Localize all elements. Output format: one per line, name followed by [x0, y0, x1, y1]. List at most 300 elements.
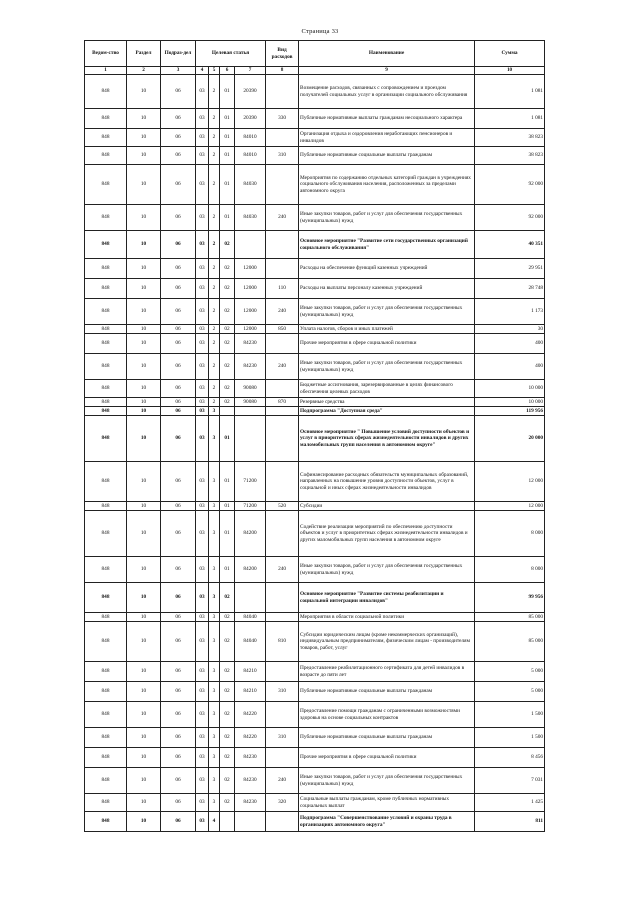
cell-cs-event	[220, 407, 235, 416]
cell-razdel: 10	[127, 129, 161, 147]
cell-cs-direction: 90080	[235, 380, 266, 398]
cell-name: Мероприятия по содержанию отдельных категорий граждан в учреждениях социального обслуживания населения, расположенных за пределами автономного округа	[299, 165, 475, 205]
table-row	[85, 702, 545, 728]
cell-cs-subprogram: 3	[209, 511, 220, 557]
table-row	[85, 205, 545, 231]
cell-cs-program: 03	[196, 748, 209, 768]
cell-name: Иные закупки товаров, работ и услуг для обеспечения государственных (муниципальных) нужд	[299, 557, 475, 583]
cell-cs-subprogram: 3	[209, 728, 220, 748]
header-razdel: Раздел	[127, 41, 161, 67]
cell-cs-subprogram: 2	[209, 325, 220, 334]
cell-expense-type	[266, 259, 299, 279]
cell-ved: 848	[85, 502, 127, 511]
cell-podrazdel: 06	[161, 462, 196, 502]
cell-cs-event	[220, 812, 235, 832]
col-number: 5	[209, 67, 220, 75]
cell-cs-subprogram: 2	[209, 129, 220, 147]
cell-expense-type	[266, 702, 299, 728]
table-row	[85, 682, 545, 702]
cell-podrazdel: 06	[161, 502, 196, 511]
cell-expense-type: 240	[266, 299, 299, 325]
cell-ved: 848	[85, 682, 127, 702]
cell-ved: 848	[85, 109, 127, 129]
cell-cs-direction	[235, 583, 266, 613]
col-number: 6	[220, 67, 235, 75]
cell-sum: 1 081	[475, 75, 545, 109]
cell-expense-type	[266, 231, 299, 259]
cell-ved: 848	[85, 728, 127, 748]
cell-podrazdel: 06	[161, 231, 196, 259]
cell-cs-program: 03	[196, 557, 209, 583]
cell-cs-program: 03	[196, 812, 209, 832]
header-name: Наименование	[299, 41, 475, 67]
cell-razdel: 10	[127, 75, 161, 109]
col-number: 3	[161, 67, 196, 75]
cell-expense-type: 110	[266, 279, 299, 299]
cell-podrazdel: 06	[161, 299, 196, 325]
cell-ved: 848	[85, 334, 127, 354]
cell-ved: 848	[85, 279, 127, 299]
table-row	[85, 325, 545, 334]
cell-expense-type: 240	[266, 354, 299, 380]
cell-ved: 848	[85, 165, 127, 205]
cell-expense-type: 520	[266, 502, 299, 511]
cell-cs-direction: 84210	[235, 662, 266, 682]
cell-ved: 848	[85, 416, 127, 462]
cell-razdel: 10	[127, 768, 161, 794]
cell-cs-event: 02	[220, 748, 235, 768]
cell-razdel: 10	[127, 682, 161, 702]
cell-sum: 40 351	[475, 231, 545, 259]
cell-cs-event: 02	[220, 299, 235, 325]
col-number: 2	[127, 67, 161, 75]
cell-expense-type: 310	[266, 728, 299, 748]
cell-ved: 848	[85, 794, 127, 812]
cell-expense-type	[266, 583, 299, 613]
cell-sum: 1 500	[475, 702, 545, 728]
table-row	[85, 583, 545, 613]
cell-sum: 8 456	[475, 748, 545, 768]
header-podrazdel: Подраз-дел	[161, 41, 196, 67]
cell-podrazdel: 06	[161, 728, 196, 748]
cell-sum: 10 000	[475, 380, 545, 398]
col-number: 1	[85, 67, 127, 75]
cell-podrazdel: 06	[161, 557, 196, 583]
cell-sum: 85 000	[475, 622, 545, 662]
cell-podrazdel: 06	[161, 354, 196, 380]
cell-name: Предоставление реабилитационного сертификата для детей инвалидов в возрасте до пяти лет	[299, 662, 475, 682]
cell-cs-direction	[235, 416, 266, 462]
cell-podrazdel: 06	[161, 622, 196, 662]
cell-cs-program: 03	[196, 583, 209, 613]
cell-name: Субсидии юридическим лицам (кроме некоммерческих организаций), индивидуальным предпринимателям, физическим лицам - производителям товаров, работ, услуг	[299, 622, 475, 662]
cell-cs-event: 02	[220, 768, 235, 794]
cell-sum: 811	[475, 812, 545, 832]
cell-expense-type: 310	[266, 682, 299, 702]
header-expense-type: Вид расходов	[266, 41, 299, 67]
page-number-label: Страница 33	[301, 28, 339, 35]
cell-sum: 1 173	[475, 299, 545, 325]
cell-razdel: 10	[127, 583, 161, 613]
cell-cs-subprogram: 3	[209, 613, 220, 622]
cell-ved: 848	[85, 622, 127, 662]
table-row	[85, 279, 545, 299]
cell-razdel: 10	[127, 748, 161, 768]
cell-cs-program: 03	[196, 622, 209, 662]
cell-name: Публичные нормативные выплаты гражданам несоциального характера	[299, 109, 475, 129]
cell-sum: 400	[475, 334, 545, 354]
cell-podrazdel: 06	[161, 702, 196, 728]
table-row	[85, 334, 545, 354]
cell-razdel: 10	[127, 205, 161, 231]
column-number-row	[85, 67, 545, 75]
cell-sum: 12 000	[475, 462, 545, 502]
cell-cs-subprogram: 3	[209, 416, 220, 462]
cell-cs-event: 01	[220, 462, 235, 502]
cell-podrazdel: 06	[161, 662, 196, 682]
cell-name: Организация отдыха и оздоровления неработающих пенсионеров и инвалидов	[299, 129, 475, 147]
cell-name: Основное мероприятие " Повышение условий доступности объектов и услуг в приоритетных сферах жизнедеятельности инвалидов и других маломобильных групп населения в автономном округе"	[299, 416, 475, 462]
cell-cs-direction: 84220	[235, 728, 266, 748]
cell-cs-subprogram: 2	[209, 398, 220, 407]
cell-sum: 8 000	[475, 511, 545, 557]
cell-razdel: 10	[127, 511, 161, 557]
cell-sum: 30	[475, 325, 545, 334]
cell-cs-event: 02	[220, 622, 235, 662]
cell-ved: 848	[85, 702, 127, 728]
cell-cs-direction: 12000	[235, 325, 266, 334]
cell-cs-program: 03	[196, 279, 209, 299]
cell-cs-subprogram: 2	[209, 279, 220, 299]
cell-expense-type: 870	[266, 398, 299, 407]
cell-cs-subprogram: 2	[209, 75, 220, 109]
cell-name: Иные закупки товаров, работ и услуг для обеспечения государственных (муниципальных) нужд	[299, 205, 475, 231]
cell-cs-program: 03	[196, 407, 209, 416]
cell-cs-program: 03	[196, 231, 209, 259]
cell-expense-type	[266, 165, 299, 205]
cell-cs-program: 03	[196, 129, 209, 147]
cell-podrazdel: 06	[161, 380, 196, 398]
table-row	[85, 299, 545, 325]
cell-razdel: 10	[127, 662, 161, 682]
table-row	[85, 502, 545, 511]
cell-cs-program: 03	[196, 259, 209, 279]
cell-podrazdel: 06	[161, 398, 196, 407]
cell-sum: 8 000	[475, 557, 545, 583]
cell-cs-subprogram: 3	[209, 702, 220, 728]
cell-sum: 92 000	[475, 165, 545, 205]
cell-name: Резервные средства	[299, 398, 475, 407]
cell-cs-program: 03	[196, 165, 209, 205]
cell-cs-subprogram: 3	[209, 557, 220, 583]
cell-razdel: 10	[127, 407, 161, 416]
cell-cs-direction	[235, 231, 266, 259]
cell-cs-event: 02	[220, 325, 235, 334]
cell-expense-type	[266, 407, 299, 416]
cell-ved: 848	[85, 613, 127, 622]
table-row	[85, 748, 545, 768]
cell-cs-subprogram: 2	[209, 380, 220, 398]
cell-ved: 848	[85, 768, 127, 794]
cell-cs-program: 03	[196, 511, 209, 557]
cell-razdel: 10	[127, 325, 161, 334]
cell-cs-subprogram: 3	[209, 407, 220, 416]
cell-razdel: 10	[127, 502, 161, 511]
cell-name: Социальные выплаты гражданам, кроме публичных нормативных социальных выплат	[299, 794, 475, 812]
cell-razdel: 10	[127, 231, 161, 259]
cell-razdel: 10	[127, 702, 161, 728]
cell-podrazdel: 06	[161, 511, 196, 557]
cell-cs-event: 01	[220, 75, 235, 109]
cell-cs-program: 03	[196, 794, 209, 812]
cell-sum: 28 748	[475, 279, 545, 299]
cell-cs-direction: 84040	[235, 622, 266, 662]
cell-sum: 85 000	[475, 613, 545, 622]
cell-cs-subprogram: 3	[209, 662, 220, 682]
cell-podrazdel: 06	[161, 768, 196, 794]
cell-razdel: 10	[127, 613, 161, 622]
cell-cs-direction: 84230	[235, 334, 266, 354]
table-row	[85, 728, 545, 748]
cell-ved: 848	[85, 398, 127, 407]
cell-cs-subprogram: 3	[209, 583, 220, 613]
cell-expense-type	[266, 462, 299, 502]
cell-name: Иные закупки товаров, работ и услуг для обеспечения государственных (муниципальных) нужд	[299, 299, 475, 325]
cell-cs-direction	[235, 407, 266, 416]
cell-cs-program: 03	[196, 147, 209, 165]
cell-sum: 10 000	[475, 398, 545, 407]
cell-cs-direction: 84230	[235, 748, 266, 768]
cell-cs-direction: 84200	[235, 511, 266, 557]
cell-ved: 848	[85, 407, 127, 416]
col-number: 10	[475, 67, 545, 75]
cell-razdel: 10	[127, 462, 161, 502]
cell-name: Иные закупки товаров, работ и услуг для обеспечения государственных (муниципальных) нужд	[299, 354, 475, 380]
cell-cs-program: 03	[196, 702, 209, 728]
cell-ved: 848	[85, 231, 127, 259]
cell-ved: 848	[85, 129, 127, 147]
cell-cs-event: 02	[220, 794, 235, 812]
cell-cs-program: 03	[196, 380, 209, 398]
cell-sum: 1 081	[475, 109, 545, 129]
cell-cs-subprogram: 3	[209, 794, 220, 812]
cell-expense-type	[266, 511, 299, 557]
table-row	[85, 129, 545, 147]
cell-cs-direction: 84030	[235, 165, 266, 205]
cell-sum: 38 823	[475, 129, 545, 147]
cell-name: Субсидии	[299, 502, 475, 511]
cell-name: Иные закупки товаров, работ и услуг для обеспечения государственных (муниципальных) нужд	[299, 768, 475, 794]
cell-expense-type: 240	[266, 768, 299, 794]
cell-razdel: 10	[127, 259, 161, 279]
cell-sum: 119 956	[475, 407, 545, 416]
cell-name: Публичные нормативные социальные выплаты гражданам	[299, 147, 475, 165]
cell-cs-subprogram: 2	[209, 299, 220, 325]
cell-name: Основное мероприятие "Развитие системы реабилитации и социальной интеграции инвалидов"	[299, 583, 475, 613]
cell-sum: 20 000	[475, 416, 545, 462]
cell-cs-program: 03	[196, 613, 209, 622]
cell-cs-program: 03	[196, 325, 209, 334]
cell-cs-direction: 90080	[235, 398, 266, 407]
cell-podrazdel: 06	[161, 583, 196, 613]
cell-cs-event: 01	[220, 205, 235, 231]
cell-cs-subprogram: 3	[209, 502, 220, 511]
cell-razdel: 10	[127, 728, 161, 748]
cell-cs-program: 03	[196, 502, 209, 511]
cell-podrazdel: 06	[161, 407, 196, 416]
cell-name: Подпрограмма "Совершенствование условий и охраны труда в организациях автономного округа"	[299, 812, 475, 832]
cell-name: Прочие мероприятия в сфере социальной политики	[299, 748, 475, 768]
cell-ved: 848	[85, 511, 127, 557]
cell-cs-direction: 12000	[235, 259, 266, 279]
header-row	[85, 41, 545, 67]
cell-cs-subprogram: 2	[209, 205, 220, 231]
cell-sum: 38 823	[475, 147, 545, 165]
cell-sum: 5 000	[475, 682, 545, 702]
table-row	[85, 109, 545, 129]
cell-ved: 848	[85, 75, 127, 109]
cell-cs-subprogram: 2	[209, 334, 220, 354]
cell-sum: 1 500	[475, 728, 545, 748]
cell-name: Мероприятия в области социальной политики	[299, 613, 475, 622]
cell-cs-subprogram: 2	[209, 354, 220, 380]
table-row	[85, 231, 545, 259]
cell-cs-program: 03	[196, 462, 209, 502]
cell-cs-direction: 84220	[235, 702, 266, 728]
cell-expense-type	[266, 613, 299, 622]
cell-podrazdel: 06	[161, 109, 196, 129]
cell-cs-direction: 84010	[235, 147, 266, 165]
cell-cs-direction: 71200	[235, 462, 266, 502]
cell-cs-program: 03	[196, 398, 209, 407]
cell-expense-type: 320	[266, 794, 299, 812]
cell-cs-program: 03	[196, 416, 209, 462]
cell-cs-event: 02	[220, 398, 235, 407]
cell-name: Публичные нормативные социальные выплаты гражданам	[299, 728, 475, 748]
cell-name: Предоставление помощи гражданам с ограниченными возможностями здоровья на основе социальных контрактов	[299, 702, 475, 728]
cell-cs-program: 03	[196, 109, 209, 129]
cell-ved: 848	[85, 462, 127, 502]
cell-cs-event: 02	[220, 583, 235, 613]
table-row	[85, 380, 545, 398]
cell-cs-event: 02	[220, 334, 235, 354]
cell-podrazdel: 06	[161, 334, 196, 354]
cell-cs-program: 03	[196, 768, 209, 794]
cell-cs-subprogram: 3	[209, 768, 220, 794]
cell-podrazdel: 06	[161, 682, 196, 702]
cell-cs-direction: 20390	[235, 75, 266, 109]
table-row	[85, 557, 545, 583]
cell-cs-event: 02	[220, 662, 235, 682]
cell-podrazdel: 06	[161, 325, 196, 334]
table-row	[85, 662, 545, 682]
cell-name: Бюджетные ассигнования, зарезервированные в целях финансового обеспечения целевых расходов	[299, 380, 475, 398]
cell-cs-subprogram: 3	[209, 622, 220, 662]
cell-cs-program: 03	[196, 682, 209, 702]
cell-podrazdel: 06	[161, 613, 196, 622]
cell-cs-direction	[235, 812, 266, 832]
cell-cs-event: 02	[220, 279, 235, 299]
cell-cs-program: 03	[196, 205, 209, 231]
col-number: 7	[235, 67, 266, 75]
cell-podrazdel: 06	[161, 205, 196, 231]
table-row	[85, 812, 545, 832]
cell-cs-direction: 84210	[235, 682, 266, 702]
cell-cs-program: 03	[196, 728, 209, 748]
cell-cs-program: 03	[196, 354, 209, 380]
cell-ved: 848	[85, 299, 127, 325]
cell-cs-event: 01	[220, 109, 235, 129]
header-ved: Ведом-ство	[85, 41, 127, 67]
cell-ved: 848	[85, 205, 127, 231]
cell-cs-direction: 84010	[235, 129, 266, 147]
cell-cs-event: 01	[220, 147, 235, 165]
table-body	[85, 75, 545, 832]
cell-cs-event: 02	[220, 259, 235, 279]
cell-ved: 848	[85, 147, 127, 165]
cell-podrazdel: 06	[161, 748, 196, 768]
cell-podrazdel: 06	[161, 812, 196, 832]
table-row	[85, 511, 545, 557]
cell-podrazdel: 06	[161, 147, 196, 165]
cell-cs-program: 03	[196, 299, 209, 325]
cell-cs-subprogram: 3	[209, 748, 220, 768]
cell-cs-subprogram: 3	[209, 462, 220, 502]
table-row	[85, 75, 545, 109]
table-row	[85, 416, 545, 462]
cell-expense-type: 240	[266, 205, 299, 231]
header-target-article: Целевая статья	[196, 41, 266, 67]
cell-cs-direction: 84230	[235, 354, 266, 380]
cell-expense-type: 310	[266, 147, 299, 165]
cell-name: Основное мероприятие "Развитие сети государственных организаций социального обслуживания"	[299, 231, 475, 259]
cell-cs-subprogram: 2	[209, 165, 220, 205]
cell-ved: 848	[85, 583, 127, 613]
cell-cs-subprogram: 2	[209, 259, 220, 279]
cell-cs-event: 02	[220, 354, 235, 380]
table-row	[85, 147, 545, 165]
cell-razdel: 10	[127, 165, 161, 205]
cell-cs-subprogram: 3	[209, 682, 220, 702]
cell-cs-event: 01	[220, 416, 235, 462]
cell-razdel: 10	[127, 812, 161, 832]
cell-cs-program: 03	[196, 75, 209, 109]
cell-podrazdel: 06	[161, 259, 196, 279]
cell-cs-subprogram: 4	[209, 812, 220, 832]
cell-razdel: 10	[127, 622, 161, 662]
cell-cs-event: 02	[220, 702, 235, 728]
cell-podrazdel: 06	[161, 75, 196, 109]
cell-name: Подпрограмма "Доступная среда"	[299, 407, 475, 416]
cell-cs-direction: 84200	[235, 557, 266, 583]
cell-sum: 92 000	[475, 205, 545, 231]
cell-cs-direction: 84040	[235, 613, 266, 622]
cell-sum: 12 000	[475, 502, 545, 511]
cell-expense-type: 850	[266, 325, 299, 334]
col-number: 4	[196, 67, 209, 75]
cell-cs-event: 02	[220, 380, 235, 398]
cell-expense-type: 330	[266, 109, 299, 129]
cell-cs-event: 01	[220, 129, 235, 147]
cell-razdel: 10	[127, 380, 161, 398]
cell-sum: 400	[475, 354, 545, 380]
cell-expense-type	[266, 416, 299, 462]
table-row	[85, 622, 545, 662]
cell-cs-direction: 84230	[235, 794, 266, 812]
cell-sum: 5 000	[475, 662, 545, 682]
table-row	[85, 794, 545, 812]
cell-expense-type: 240	[266, 557, 299, 583]
